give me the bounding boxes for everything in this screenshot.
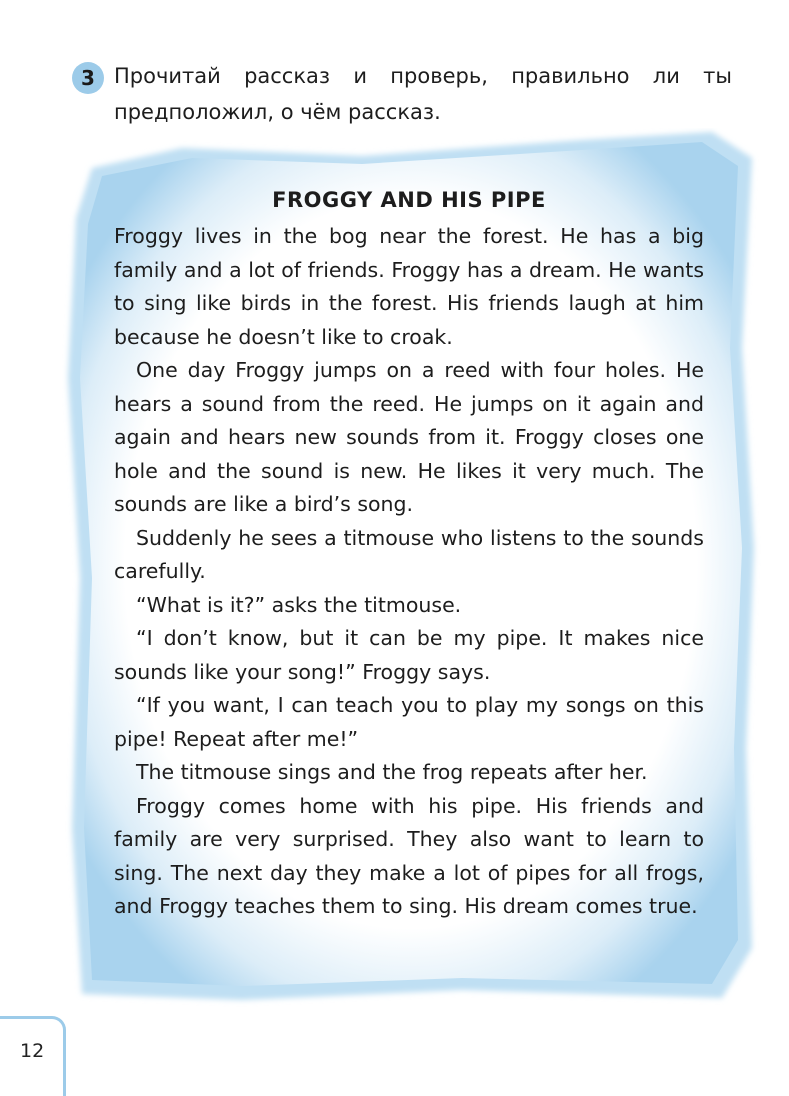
story-paragraph: Suddenly he sees a titmouse who listens to the sounds carefully. (114, 525, 704, 583)
story-paragraph: “What is it?” asks the titmouse. (136, 592, 462, 617)
story-paragraph: One day Froggy jumps on a reed with four holes. He hears a sound from the reed. He jumps on it again and again and hears new sounds from it. Froggy closes one hole and the sound is new. He likes it very much. The sounds are like a bird’s song. (114, 358, 704, 516)
task-instruction: Прочитай рассказ и проверь, правильно ли ты предположил, о чём рассказ. (114, 64, 732, 124)
story-paragraph: Froggy lives in the bog near the forest. He has a big family and a lot of friends. Froggy has a dream. He wants to sing like birds in the forest. His friends laugh at him because he doesn’t like to croak. (114, 224, 704, 349)
story-title: FROGGY AND HIS PIPE (272, 188, 546, 212)
story-paragraph: The titmouse sings and the frog repeats after her. (136, 760, 648, 784)
story-paragraph: Froggy comes home with his pipe. His friends and family are very surprised. They also want to learn to sing. The next day they make a lot of pipes for all frogs, and Froggy teaches them to sing. His dream comes true. (114, 793, 704, 918)
page-number: 12 (20, 1040, 45, 1062)
task-number-badge: 3 (72, 62, 104, 94)
story-paragraph: “If you want, I can teach you to play my songs on this pipe! Repeat after me!” (114, 693, 704, 751)
story-card (62, 128, 762, 1008)
story-paragraph: “I don’t know, but it can be my pipe. It makes nice sounds like your song!” Froggy says. (114, 626, 704, 684)
story-text (114, 182, 704, 924)
task-block (72, 58, 732, 130)
